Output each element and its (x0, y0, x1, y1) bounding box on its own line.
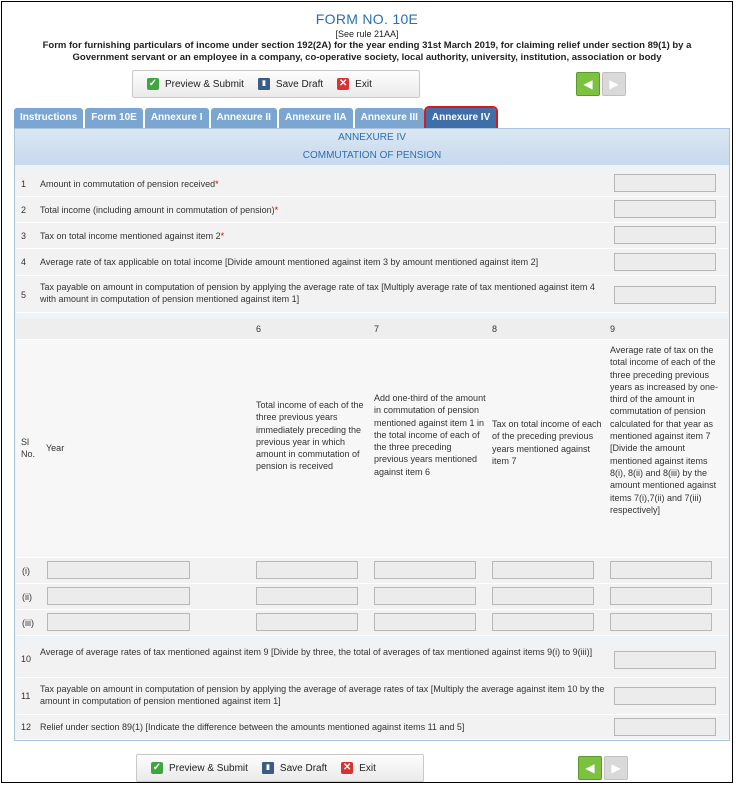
checkmark-icon: ✓ (148, 78, 158, 89)
form-description: Form for furnishing particulars of income under section 192(2A) for the year ending 31st March 2019, for claiming relief under section 89(1) by a Government servant or an employee in a company, co-operative society, local authority, university, institution, association or body (42, 40, 692, 63)
col8-input-1[interactable] (492, 561, 594, 579)
tab-instructions[interactable]: Instructions (14, 108, 83, 128)
item-row-5: 5 Tax payable on amount in computation of pension by applying the average rate of tax [Multiply average rate of tax mentioned against item 4 with amount in computation of pension mentioned against item 1] (16, 276, 728, 313)
previous-arrow-icon[interactable]: ◀ (576, 72, 600, 96)
commutation-amount-input[interactable] (614, 174, 716, 192)
tab-annexure-iv[interactable]: Annexure IV (426, 108, 496, 128)
floppy-disk-icon: ▮ (262, 762, 274, 774)
save-draft-button[interactable]: ▮ Save Draft (262, 762, 327, 774)
tax-total-income-input[interactable] (614, 226, 716, 244)
preview-submit-button[interactable]: ✓ Preview & Submit (148, 78, 244, 90)
section-banner (15, 129, 729, 165)
bottom-toolbar (136, 754, 424, 782)
checkmark-icon: ✓ (152, 762, 162, 773)
next-arrow-icon[interactable]: ▶ (602, 72, 626, 96)
exit-button[interactable]: ✕ Exit (342, 762, 376, 774)
table-row: (i) (16, 558, 728, 584)
top-pager (576, 72, 626, 94)
tab-form-10e[interactable]: Form 10E (85, 108, 143, 128)
col6-input-3[interactable] (256, 613, 358, 631)
form-number: FORM NO. 10E (315, 11, 419, 27)
col6-input-2[interactable] (256, 587, 358, 605)
item-row-3: 3 Tax on total income mentioned against item 2* (16, 223, 728, 249)
annexure-panel (14, 128, 730, 741)
table-row: (ii) (16, 584, 728, 610)
col8-input-2[interactable] (492, 587, 594, 605)
average-of-averages-input[interactable] (614, 651, 716, 669)
close-icon: ✕ (338, 78, 348, 89)
save-draft-button[interactable]: ▮ Save Draft (258, 78, 323, 90)
total-income-input[interactable] (614, 200, 716, 218)
column-number-row: 6 7 8 9 (16, 319, 728, 340)
col7-input-1[interactable] (374, 561, 476, 579)
col7-input-3[interactable] (374, 613, 476, 631)
section-subtitle: COMMUTATION OF PENSION (302, 150, 442, 161)
col9-input-2[interactable] (610, 587, 712, 605)
form-window (1, 1, 733, 783)
tax-payable-input[interactable] (614, 286, 716, 304)
tab-annexure-i[interactable]: Annexure I (145, 108, 209, 128)
item-row-12: 12 Relief under section 89(1) [Indicate the difference between the amounts mentioned against items 11 and 5] (16, 715, 728, 740)
item-row-11: 11 Tax payable on amount in computation of pension by applying the average of average rates of tax [Multiply the average against item 10 by the amount in computation of pension mentioned against item 1] (16, 678, 728, 715)
item-row-4: 4 Average rate of tax applicable on total income [Divide amount mentioned against item 3 by amount mentioned against item 2] (16, 249, 728, 276)
table-row: (iii) (16, 610, 728, 636)
relief-input[interactable] (614, 718, 716, 736)
bottom-pager (578, 756, 628, 778)
item-row-1: 1 Amount in commutation of pension received* (16, 171, 728, 197)
col8-input-3[interactable] (492, 613, 594, 631)
year-input-1[interactable] (47, 561, 190, 579)
column-header-row: Sl No. Year Total income of each of the three previous years immediately preceding the previous year in which amount in commutation of pension is received Add one-third of the amount in commutation of pension mentioned against item 1 in the total income of each of the three preceding previous years mentioned against item 6 Tax on total income of each of the preceding previous years mentioned against item 7 Average rate of tax on the total income of each of the three preceding previous years as increased by one-third of the amount in commutation of pension calculated for that year as mentioned against item 7 [Divide the amount mentioned against items 8(i), 8(ii) and 8(iii) by the amount mentioned against items 7(i),7(ii) and 7(iii) respectively] (16, 340, 728, 558)
col9-input-3[interactable] (610, 613, 712, 631)
top-toolbar (132, 70, 420, 98)
close-icon: ✕ (342, 762, 352, 773)
exit-button[interactable]: ✕ Exit (338, 78, 372, 90)
tab-annexure-iia[interactable]: Annexure IIA (279, 108, 353, 128)
item-row-10: 10 Average of average rates of tax mentioned against item 9 [Divide by three, the total of averages of tax mentioned against items 9(i) to 9(iii)] (16, 641, 728, 678)
tab-annexure-ii[interactable]: Annexure II (211, 108, 277, 128)
previous-arrow-icon[interactable]: ◀ (578, 756, 602, 780)
tax-payable-average-input[interactable] (614, 687, 716, 705)
year-input-2[interactable] (47, 587, 190, 605)
col7-input-2[interactable] (374, 587, 476, 605)
col6-input-1[interactable] (256, 561, 358, 579)
rule-reference: [See rule 21AA] (335, 29, 399, 39)
item-row-2: 2 Total income (including amount in commutation of pension)* (16, 197, 728, 223)
floppy-disk-icon: ▮ (258, 78, 270, 90)
tab-bar (14, 108, 498, 128)
next-arrow-icon[interactable]: ▶ (604, 756, 628, 780)
section-title: ANNEXURE IV (338, 132, 406, 143)
col9-input-1[interactable] (610, 561, 712, 579)
preview-submit-button[interactable]: ✓ Preview & Submit (152, 762, 248, 774)
year-input-3[interactable] (47, 613, 190, 631)
tab-annexure-iii[interactable]: Annexure III (355, 108, 424, 128)
average-rate-input[interactable] (614, 253, 716, 271)
form-header (2, 11, 732, 64)
